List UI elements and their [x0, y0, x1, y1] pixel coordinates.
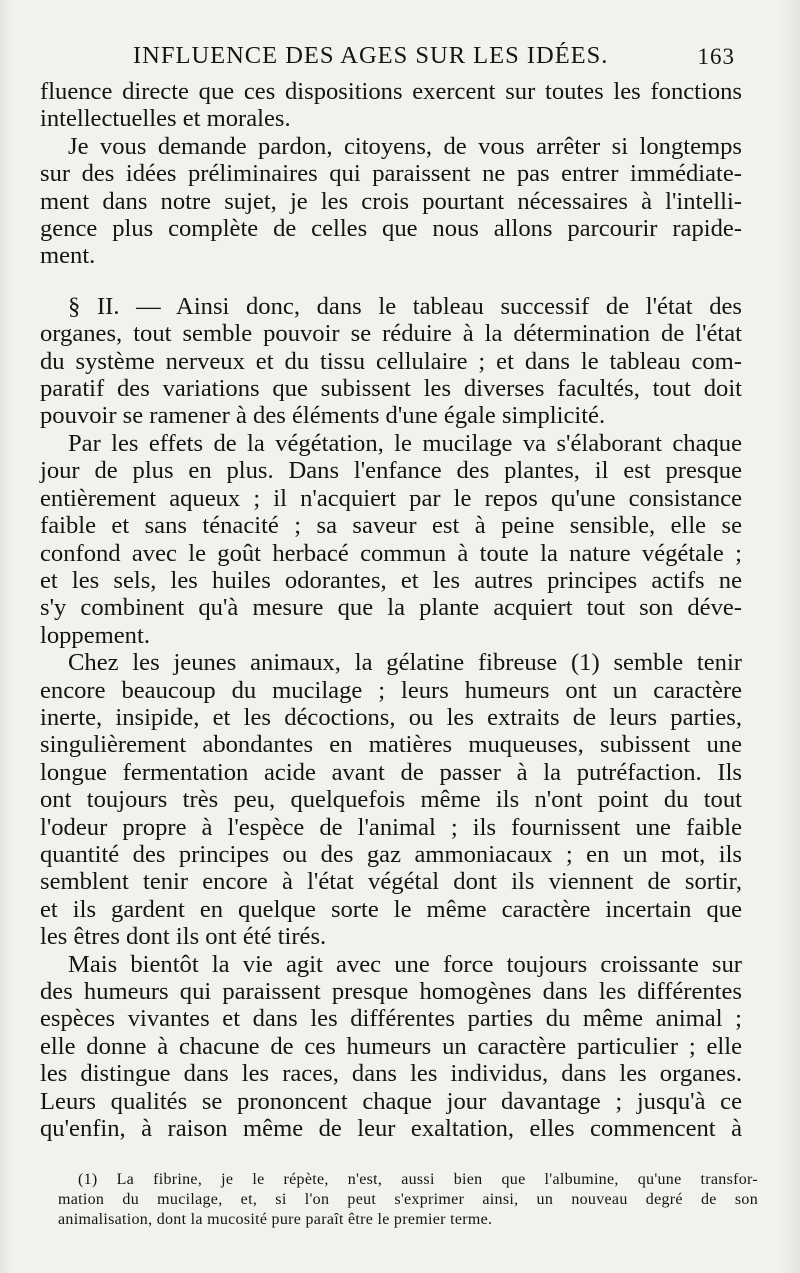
text-line: Chez les jeunes animaux, la gélatine fibreuse (1) semble tenir	[68, 649, 742, 677]
running-title: INFLUENCE DES AGES SUR LES IDÉES.	[133, 42, 609, 69]
text-line: entièrement aqueux ; il n'acquiert par le repos qu'une consistance	[40, 484, 742, 512]
text-line: du système nerveux et du tissu cellulaire ; et dans le tableau com-	[40, 347, 742, 375]
text-line: Je vous demande pardon, citoyens, de vous arrêter si longtemps	[68, 132, 742, 160]
text-line: encore beaucoup du mucilage ; leurs humeurs ont un caractère	[40, 676, 742, 704]
paragraph	[40, 649, 742, 950]
paragraph	[40, 430, 742, 649]
text-line: Mais bientôt la vie agit avec une force toujours croissante sur	[68, 950, 742, 978]
text-line: sur des idées préliminaires qui paraissent ne pas entrer immédiate-	[40, 160, 742, 188]
footnote	[58, 1170, 758, 1230]
text-line: jour de plus en plus. Dans l'enfance des plantes, il est presque	[40, 457, 742, 485]
body-text	[40, 78, 742, 1142]
text-line: gence plus complète de celles que nous allons parcourir rapide-	[40, 215, 742, 243]
text-line: ment.	[40, 242, 96, 270]
text-line: Par les effets de la végétation, le mucilage va s'élaborant chaque	[68, 429, 742, 457]
text-line: elle donne à chacune de ces humeurs un caractère particulier ; elle	[40, 1032, 742, 1060]
text-line: longue fermentation acide avant de passer à la putréfaction. Ils	[40, 758, 742, 786]
text-line: et les sels, les huiles odorantes, et les autres principes actifs ne	[40, 566, 742, 594]
section-gap	[40, 270, 742, 293]
text-line: les distingue dans les races, dans les individus, dans les organes.	[40, 1060, 742, 1088]
text-line: quantité des principes ou des gaz ammoniacaux ; en un mot, ils	[40, 840, 742, 868]
text-line: inerte, insipide, et les décoctions, ou les extraits de leurs parties,	[40, 703, 742, 731]
text-line: fluence directe que ces dispositions exercent sur toutes les fonctions	[40, 78, 742, 105]
text-line: singulièrement abondantes en matières muqueuses, subissent une	[40, 731, 742, 759]
text-line: qu'enfin, à raison même de leur exaltation, elles commencent à	[40, 1115, 742, 1143]
text-line: confond avec le goût herbacé commun à toute la nature végétale ;	[40, 539, 742, 567]
text-line: paratif des variations que subissent les diverses facultés, tout doit	[40, 375, 742, 403]
footnote-line: animalisation, dont la mucosité pure paraît être le premier terme.	[58, 1211, 493, 1228]
paragraph	[40, 951, 742, 1143]
text-line: faible et sans ténacité ; sa saveur est à peine sensible, elle se	[40, 512, 742, 540]
page-number: 163	[697, 44, 735, 69]
paragraph-continuation	[40, 78, 742, 133]
text-line: ont toujours très peu, quelquefois même ils n'ont point du tout	[40, 786, 742, 814]
text-line: organes, tout semble pouvoir se réduire à la détermination de l'état	[40, 320, 742, 348]
running-header	[133, 42, 743, 76]
text-line: l'odeur propre à l'espèce de l'animal ; ils fournissent une faible	[40, 813, 742, 841]
text-line: loppement.	[40, 621, 150, 649]
paragraph	[40, 133, 742, 270]
text-line: semblent tenir encore à l'état végétal dont ils viennent de sortir,	[40, 868, 742, 896]
text-line: Leurs qualités se prononcent chaque jour davantage ; jusqu'à ce	[40, 1087, 742, 1115]
footnote-line: mation du mucilage, et, si l'on peut s'exprimer ainsi, un nouveau degré de son	[58, 1191, 758, 1208]
text-line: intellectuelles et morales.	[40, 105, 291, 133]
text-line: pouvoir se ramener à des éléments d'une égale simplicité.	[40, 402, 606, 430]
text-line: s'y combinent qu'à mesure que la plante acquiert tout son déve-	[40, 594, 742, 622]
section-paragraph	[40, 293, 742, 430]
text-line: § II. — Ainsi donc, dans le tableau successif de l'état des	[68, 292, 742, 320]
text-line: ment dans notre sujet, je les crois pourtant nécessaires à l'intelli-	[40, 187, 742, 215]
text-line: des humeurs qui paraissent presque homogènes dans les différentes	[40, 978, 742, 1005]
text-line: et ils gardent en quelque sorte le même caractère incertain que	[40, 895, 742, 923]
footnote-line: (1) La fibrine, je le répète, n'est, aussi bien que l'albumine, qu'une transfor-	[78, 1171, 758, 1188]
text-line: espèces vivantes et dans les différentes parties du même animal ;	[40, 1005, 742, 1033]
text-line: les êtres dont ils ont été tirés.	[40, 923, 327, 951]
